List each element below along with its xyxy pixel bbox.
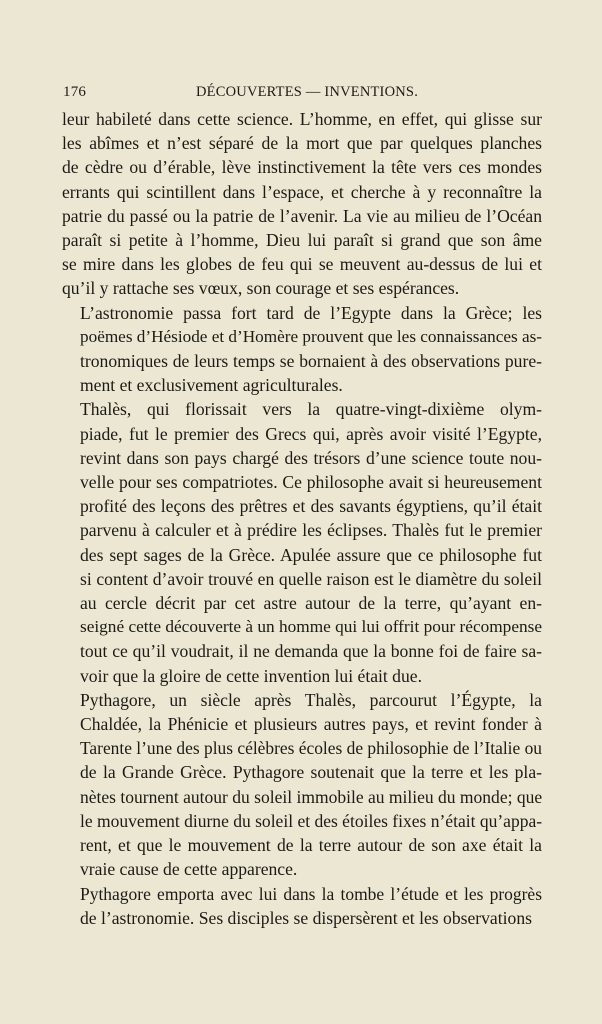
text-line: si content d’avoir trouvé en quelle raison est le diamètre du soleil — [80, 568, 542, 589]
text-line: le mouvement diurne du soleil et des étoiles fixes n’était qu’appa- — [80, 810, 543, 831]
text-line: les abîmes et n’est séparé de la mort que par quelques planches — [62, 133, 542, 154]
paragraph — [62, 397, 542, 687]
text-line: revint dans son pays chargé des trésors d’une science toute nou- — [80, 447, 542, 468]
body-text — [62, 107, 542, 930]
text-line: parvenu à calculer et à prédire les éclipses. Thalès fut le premier — [80, 520, 542, 541]
text-line: rent, et que le mouvement de la terre autour de son axe était la — [80, 835, 542, 856]
text-line: tout ce qu’il voudrait, il ne demanda que la bonne foi de faire sa- — [80, 641, 542, 662]
text-line: nètes tournent autour du soleil immobile au milieu du monde; que — [80, 786, 543, 807]
text-line: des sept sages de la Grèce. Apulée assure que ce philosophe fut — [80, 544, 542, 565]
text-line: L’astronomie passa fort tard de l’Egypte dans la Grèce; les — [80, 302, 542, 323]
text-line: piade, fut le premier des Grecs qui, après avoir visité l’Egypte, — [80, 423, 542, 444]
text-line: Pythagore, un siècle après Thalès, parcourut l’Égypte, la — [80, 689, 542, 710]
text-line: Chaldée, la Phénicie et plusieurs autres pays, et revint fonder à — [80, 714, 542, 735]
paragraph — [62, 107, 542, 301]
page-number: 176 — [63, 84, 87, 100]
text-line: ment et exclusivement agriculturales. — [80, 375, 343, 396]
running-head — [63, 84, 545, 106]
text-line: patrie du passé ou la patrie de l’avenir. La vie au milieu de l’Océan — [62, 205, 542, 226]
text-line: profité des leçons des prêtres et des savants égyptiens, qu’il était — [80, 496, 542, 517]
text-line: se mire dans les globes de feu qui se meuvent au-dessus de lui et — [62, 254, 542, 275]
text-line: de la Grande Grèce. Pythagore soutenait que la terre et les pla- — [80, 762, 542, 783]
paragraph — [62, 882, 542, 930]
text-line: errants qui scintillent dans l’espace, et cherche à y reconnaître la — [62, 181, 542, 202]
text-line: Tarente l’une des plus célèbres écoles de philosophie de l’Italie ou — [80, 738, 542, 759]
text-line: velle pour ses compatriotes. Ce philosophe avait si heureusement — [80, 472, 542, 493]
running-head-title: DÉCOUVERTES — INVENTIONS. — [196, 84, 419, 100]
text-line: poëmes d’Hésiode et d’Homère prouvent que les connaissances as- — [80, 326, 542, 346]
text-line: au cercle décrit par cet astre autour de la terre, qu’ayant en- — [80, 593, 542, 614]
text-line: vraie cause de cette apparence. — [80, 859, 298, 880]
text-line: Pythagore emporta avec lui dans la tombe l’étude et les progrès — [80, 883, 542, 904]
text-line: Thalès, qui florissait vers la quatre-vingt-dixième olym- — [80, 399, 542, 420]
text-line: voir que la gloire de cette invention lui était due. — [80, 665, 422, 686]
text-line: paraît si petite à l’homme, Dieu lui paraît si grand que son âme — [62, 230, 542, 251]
text-line: qu’il y rattache ses vœux, son courage et ses espérances. — [62, 278, 460, 299]
text-line: leur habileté dans cette science. L’homme, en effet, qui glisse sur — [62, 109, 542, 129]
paragraph — [62, 301, 542, 398]
text-line: tronomiques de leurs temps se bornaient à des observations pure- — [80, 351, 542, 372]
text-line: seigné cette découverte à un homme qui lui offrit pour récompense — [80, 617, 542, 637]
text-line: de cèdre ou d’érable, lève instinctivement la tête vers ces mondes — [62, 157, 542, 178]
text-line: de l’astronomie. Ses disciples se dispersèrent et les observations — [80, 907, 532, 928]
paragraph — [62, 688, 542, 882]
